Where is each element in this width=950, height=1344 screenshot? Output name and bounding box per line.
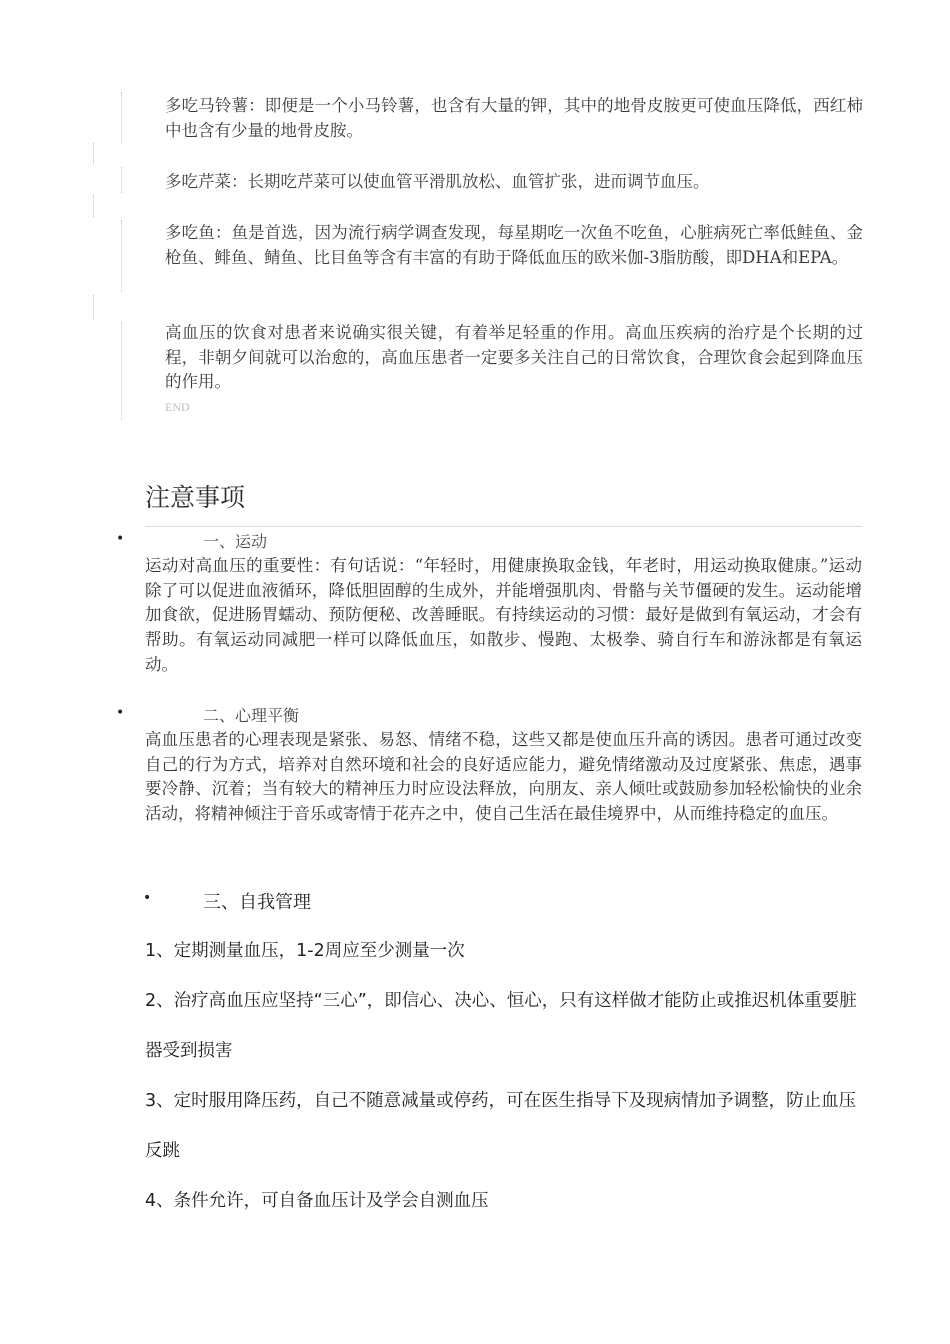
mental-paragraph: 高血压患者的心理表现是紧张、易怒、情绪不稳，这些又都是使血压升高的诱因。患者可通过改变自己的行为方式，培养对自然环境和社会的良好适应能力，避免情绪激动及过度紧张、焦虑，遇事要冷静、沉着；当有较大的精神压力时应设法释放，向朋友、亲人倾吐或鼓励参加轻松愉快的业余活动，将精神倾注于音乐或寄情于花卉之中，使自己生活在最佳境界中，从而维持稳定的血压。: [145, 730, 862, 824]
bullet-marker: •: [143, 890, 152, 906]
self-management-item-2: 2、治疗高血压应坚持“三心”，即信心、决心、恒心，只有这样做才能防止或推迟机体重要脏器受到损害: [145, 991, 857, 1061]
item-title-exercise: 一、运动: [203, 532, 268, 551]
bullet-marker: •: [116, 531, 125, 547]
quote-border: [93, 195, 94, 217]
self-management-item-4: 4、条件允许，可自备血压计及学会自测血压: [145, 1191, 489, 1211]
section-heading: 注意事项: [145, 483, 246, 512]
diet-summary-paragraph: 高血压的饮食对患者来说确实很关键，有着举足轻重的作用。高血压疾病的治疗是个长期的过程，非朝夕间就可以治愈的，高血压患者一定要多关注自己的日常饮食，合理饮食会起到降血压的作用。: [165, 323, 863, 391]
exercise-paragraph: 运动对高血压的重要性：有句话说：“年轻时，用健康换取金钱，年老时，用运动换取健康。”运动除了可以促进血液循环，降低胆固醇的生成外，并能增强肌肉、骨骼与关节僵硬的发生。运动能增加食欲，促进肠胃蠕动、预防便秘、改善睡眠。有持续运动的习惯：最好是做到有氧运动，才会有帮助。有氧运动同减肥一样可以降低血压，如散步、慢跑、太极拳、骑自行车和游泳都是有氧运动。: [145, 556, 862, 674]
quote-border: [93, 143, 94, 165]
quote-border: [93, 295, 94, 320]
fish-paragraph: 多吃鱼：鱼是首选，因为流行病学调查发现，每星期吃一次鱼不吃鱼，心脏病死亡率低鲑鱼、金枪鱼、鲱鱼、鲭鱼、比目鱼等含有丰富的有助于降低血压的欧米伽-3脂肪酸，即DHA和EPA。: [165, 223, 863, 267]
self-management-item-1: 1、定期测量血压，1-2周应至少测量一次: [145, 941, 465, 961]
self-management-item-3: 3、定时服用降压药，自己不随意减量或停药，可在医生指导下及现病情加予调整，防止血压反跳: [145, 1091, 857, 1161]
item-title-self-management: 三、自我管理: [203, 892, 311, 913]
item-title-mental: 二、心理平衡: [203, 706, 300, 725]
bullet-marker: •: [116, 705, 125, 721]
end-marker: END: [165, 400, 190, 414]
quote-border: [121, 167, 122, 193]
heading-divider: [145, 526, 862, 527]
celery-paragraph: 多吃芹菜：长期吃芹菜可以使血管平滑肌放松、血管扩张，进而调节血压。: [165, 172, 710, 191]
quote-border: [121, 92, 122, 144]
quote-border: [121, 322, 122, 420]
potato-paragraph: 多吃马铃薯：即便是一个小马铃薯，也含有大量的钾，其中的地骨皮胺更可使血压降低，西红柿中也含有少量的地骨皮胺。: [165, 96, 863, 140]
quote-border: [121, 220, 122, 292]
